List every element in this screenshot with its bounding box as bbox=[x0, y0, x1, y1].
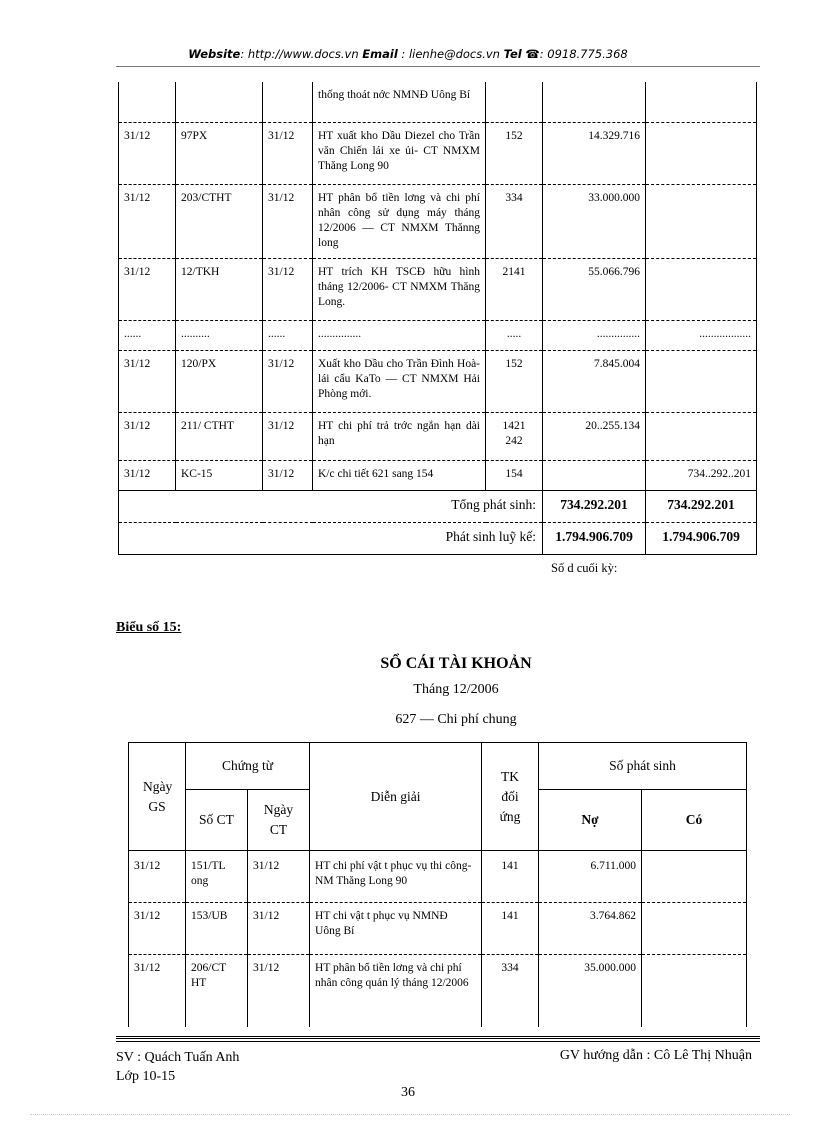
cell-credit bbox=[646, 82, 757, 122]
cell-description: thống thoát nớc NMNĐ Uông Bí bbox=[313, 82, 486, 122]
cell-description: HT chi vật t phục vụ NMNĐ Uông Bí bbox=[310, 903, 482, 955]
cell-voucher-date: 31/12 bbox=[248, 955, 310, 1027]
cell-description: HT xuất kho Dầu Diezel cho Trần văn Chiến lái xe ủi- CT NMXM Thăng Long 90 bbox=[313, 122, 486, 184]
cell-debit: 35.000.000 bbox=[539, 955, 642, 1027]
cell-debit: 3.764.862 bbox=[539, 903, 642, 955]
ledger-table-top bbox=[118, 82, 757, 555]
ledger-month: Tháng 12/2006 bbox=[413, 682, 499, 697]
ledger-account: 627 — Chi phí chung bbox=[395, 712, 517, 727]
cell-date: 31/12 bbox=[119, 350, 176, 412]
cell-credit bbox=[646, 350, 757, 412]
cell-description: ............... bbox=[313, 320, 486, 350]
cell-description: Xuất kho Dầu cho Trần Đình Hoà- lái cẩu KaTo — CT NMXM Hải Phòng mới. bbox=[313, 350, 486, 412]
total-debit: 734.292.201 bbox=[543, 490, 646, 522]
cell-account: 152 bbox=[486, 122, 543, 184]
student-name: SV : Quách Tuấn Anh bbox=[116, 1050, 240, 1065]
cell-voucher-date: 31/12 bbox=[263, 460, 313, 490]
cell-credit bbox=[646, 258, 757, 320]
bottom-dotted-rule bbox=[30, 1114, 790, 1115]
tel-text: : 0918.775.368 bbox=[539, 47, 628, 61]
closing-balance-label: Số d cuối kỳ: bbox=[551, 561, 618, 575]
cell-account: 152 bbox=[486, 350, 543, 412]
footer-divider bbox=[116, 1036, 760, 1042]
table-row bbox=[119, 320, 757, 350]
col-desc-header: Diễn giải bbox=[310, 743, 482, 851]
cell-account: 2141 bbox=[486, 258, 543, 320]
col-acct-header: TK đối ứng bbox=[482, 743, 539, 851]
table-row bbox=[119, 258, 757, 320]
cell-voucher-no: 12/TKH bbox=[176, 258, 263, 320]
cell-voucher-no: KC-15 bbox=[176, 460, 263, 490]
table-row bbox=[129, 851, 747, 903]
footer-student bbox=[116, 1048, 239, 1086]
cell-voucher-date: 31/12 bbox=[263, 258, 313, 320]
student-class: Lớp 10-15 bbox=[116, 1069, 176, 1084]
cell-account: 334 bbox=[482, 955, 539, 1027]
page-header bbox=[0, 47, 816, 61]
col-voucher-date-header: Ngày CT bbox=[248, 790, 310, 851]
cell-debit: 55.066.796 bbox=[543, 258, 646, 320]
cell-date: 31/12 bbox=[119, 460, 176, 490]
email-text: : lienhe@docs.vn bbox=[397, 47, 504, 61]
cumulative-credit: 1.794.906.709 bbox=[646, 522, 757, 554]
cell-debit: 6.711.000 bbox=[539, 851, 642, 903]
section-label: Biểu số 15: bbox=[116, 620, 182, 635]
table-row bbox=[119, 350, 757, 412]
cell-voucher-no: 151/TL ong bbox=[186, 851, 248, 903]
cell-account bbox=[486, 82, 543, 122]
cell-date bbox=[119, 82, 176, 122]
cell-description: HT phân bổ tiền lơng và chi phí nhân công quản lý tháng 12/2006 bbox=[310, 955, 482, 1027]
cell-account: 141 bbox=[482, 903, 539, 955]
cell-voucher-no: 153/UB bbox=[186, 903, 248, 955]
cell-voucher-no: .......... bbox=[176, 320, 263, 350]
cell-voucher-date: ...... bbox=[263, 320, 313, 350]
cell-date: 31/12 bbox=[119, 122, 176, 184]
total-credit: 734.292.201 bbox=[646, 490, 757, 522]
table-row bbox=[119, 82, 757, 122]
cell-account: 141 bbox=[482, 851, 539, 903]
cell-account: 154 bbox=[486, 460, 543, 490]
header-divider bbox=[116, 66, 760, 67]
ledger-table-bottom bbox=[128, 742, 747, 1027]
cell-voucher-no: 97PX bbox=[176, 122, 263, 184]
cell-voucher-no: 120/PX bbox=[176, 350, 263, 412]
col-date-header: Ngày GS bbox=[129, 743, 186, 851]
cell-voucher-date bbox=[263, 82, 313, 122]
col-voucher-header: Chứng từ bbox=[186, 743, 310, 790]
table-row bbox=[129, 903, 747, 955]
cell-debit: 33.000.000 bbox=[543, 184, 646, 258]
cell-date: 31/12 bbox=[129, 955, 186, 1027]
cell-description: HT phân bổ tiền lơng và chi phí nhân công sử dụng máy tháng 12/2006 — CT NMXM Thănng long bbox=[313, 184, 486, 258]
cumulative-debit: 1.794.906.709 bbox=[543, 522, 646, 554]
total-label: Tổng phát sinh: bbox=[119, 490, 543, 522]
col-credit-header: Có bbox=[642, 790, 747, 851]
phone-icon: ☎ bbox=[525, 47, 540, 61]
cell-date: 31/12 bbox=[119, 258, 176, 320]
cell-description: HT chi phí vật t phục vụ thi công- NM Thăng Long 90 bbox=[310, 851, 482, 903]
website-label: Website bbox=[188, 47, 241, 61]
cell-voucher-date: 31/12 bbox=[248, 851, 310, 903]
cell-debit bbox=[543, 460, 646, 490]
table-row bbox=[119, 122, 757, 184]
tel-label: Tel bbox=[503, 47, 522, 61]
cell-credit bbox=[642, 903, 747, 955]
cell-credit bbox=[646, 122, 757, 184]
cell-debit: 7.845.004 bbox=[543, 350, 646, 412]
table-row bbox=[119, 184, 757, 258]
table-row bbox=[119, 412, 757, 460]
cell-credit: .................. bbox=[646, 320, 757, 350]
cell-credit bbox=[646, 184, 757, 258]
cell-credit bbox=[642, 851, 747, 903]
cell-voucher-date: 31/12 bbox=[263, 412, 313, 460]
cell-date: ...... bbox=[119, 320, 176, 350]
cell-description: HT chi phí trả trớc ngắn hạn dài hạn bbox=[313, 412, 486, 460]
cell-description: HT trích KH TSCĐ hữu hình tháng 12/2006- CT NMXM Thăng Long. bbox=[313, 258, 486, 320]
cell-date: 31/12 bbox=[129, 851, 186, 903]
total-row bbox=[119, 490, 757, 522]
email-label: Email bbox=[362, 47, 398, 61]
cell-voucher-date: 31/12 bbox=[263, 350, 313, 412]
cell-credit: 734..292..201 bbox=[646, 460, 757, 490]
col-debit-header: Nợ bbox=[539, 790, 642, 851]
table-row bbox=[119, 460, 757, 490]
cell-debit bbox=[543, 82, 646, 122]
header-row-1 bbox=[129, 743, 747, 790]
cell-voucher-date: 31/12 bbox=[263, 122, 313, 184]
cell-credit bbox=[646, 412, 757, 460]
cumulative-label: Phát sinh luỹ kế: bbox=[119, 522, 543, 554]
cumulative-row bbox=[119, 522, 757, 554]
cell-voucher-no: 206/CT HT bbox=[186, 955, 248, 1027]
cell-credit bbox=[642, 955, 747, 1027]
cell-debit: ............... bbox=[543, 320, 646, 350]
col-voucher-no-header: Số CT bbox=[186, 790, 248, 851]
cell-voucher-date: 31/12 bbox=[248, 903, 310, 955]
ledger-title: SỔ CÁI TÀI KHOẢN bbox=[380, 655, 532, 672]
cell-date: 31/12 bbox=[119, 184, 176, 258]
cell-voucher-date: 31/12 bbox=[263, 184, 313, 258]
cell-voucher-no: 203/CTHT bbox=[176, 184, 263, 258]
cell-voucher-no: 211/ CTHT bbox=[176, 412, 263, 460]
cell-account: 1421 242 bbox=[486, 412, 543, 460]
cell-date: 31/12 bbox=[129, 903, 186, 955]
website-text: : http://www.docs.vn bbox=[240, 47, 363, 61]
cell-date: 31/12 bbox=[119, 412, 176, 460]
table-row bbox=[129, 955, 747, 1027]
col-amount-header: Số phát sinh bbox=[539, 743, 747, 790]
cell-description: K/c chi tiết 621 sang 154 bbox=[313, 460, 486, 490]
cell-account: ..... bbox=[486, 320, 543, 350]
cell-voucher-no bbox=[176, 82, 263, 122]
cell-debit: 20..255.134 bbox=[543, 412, 646, 460]
footer-advisor: GV hướng dẫn : Cô Lê Thị Nhuận bbox=[559, 1048, 752, 1063]
page-number: 36 bbox=[401, 1085, 415, 1100]
cell-debit: 14.329.716 bbox=[543, 122, 646, 184]
cell-account: 334 bbox=[486, 184, 543, 258]
